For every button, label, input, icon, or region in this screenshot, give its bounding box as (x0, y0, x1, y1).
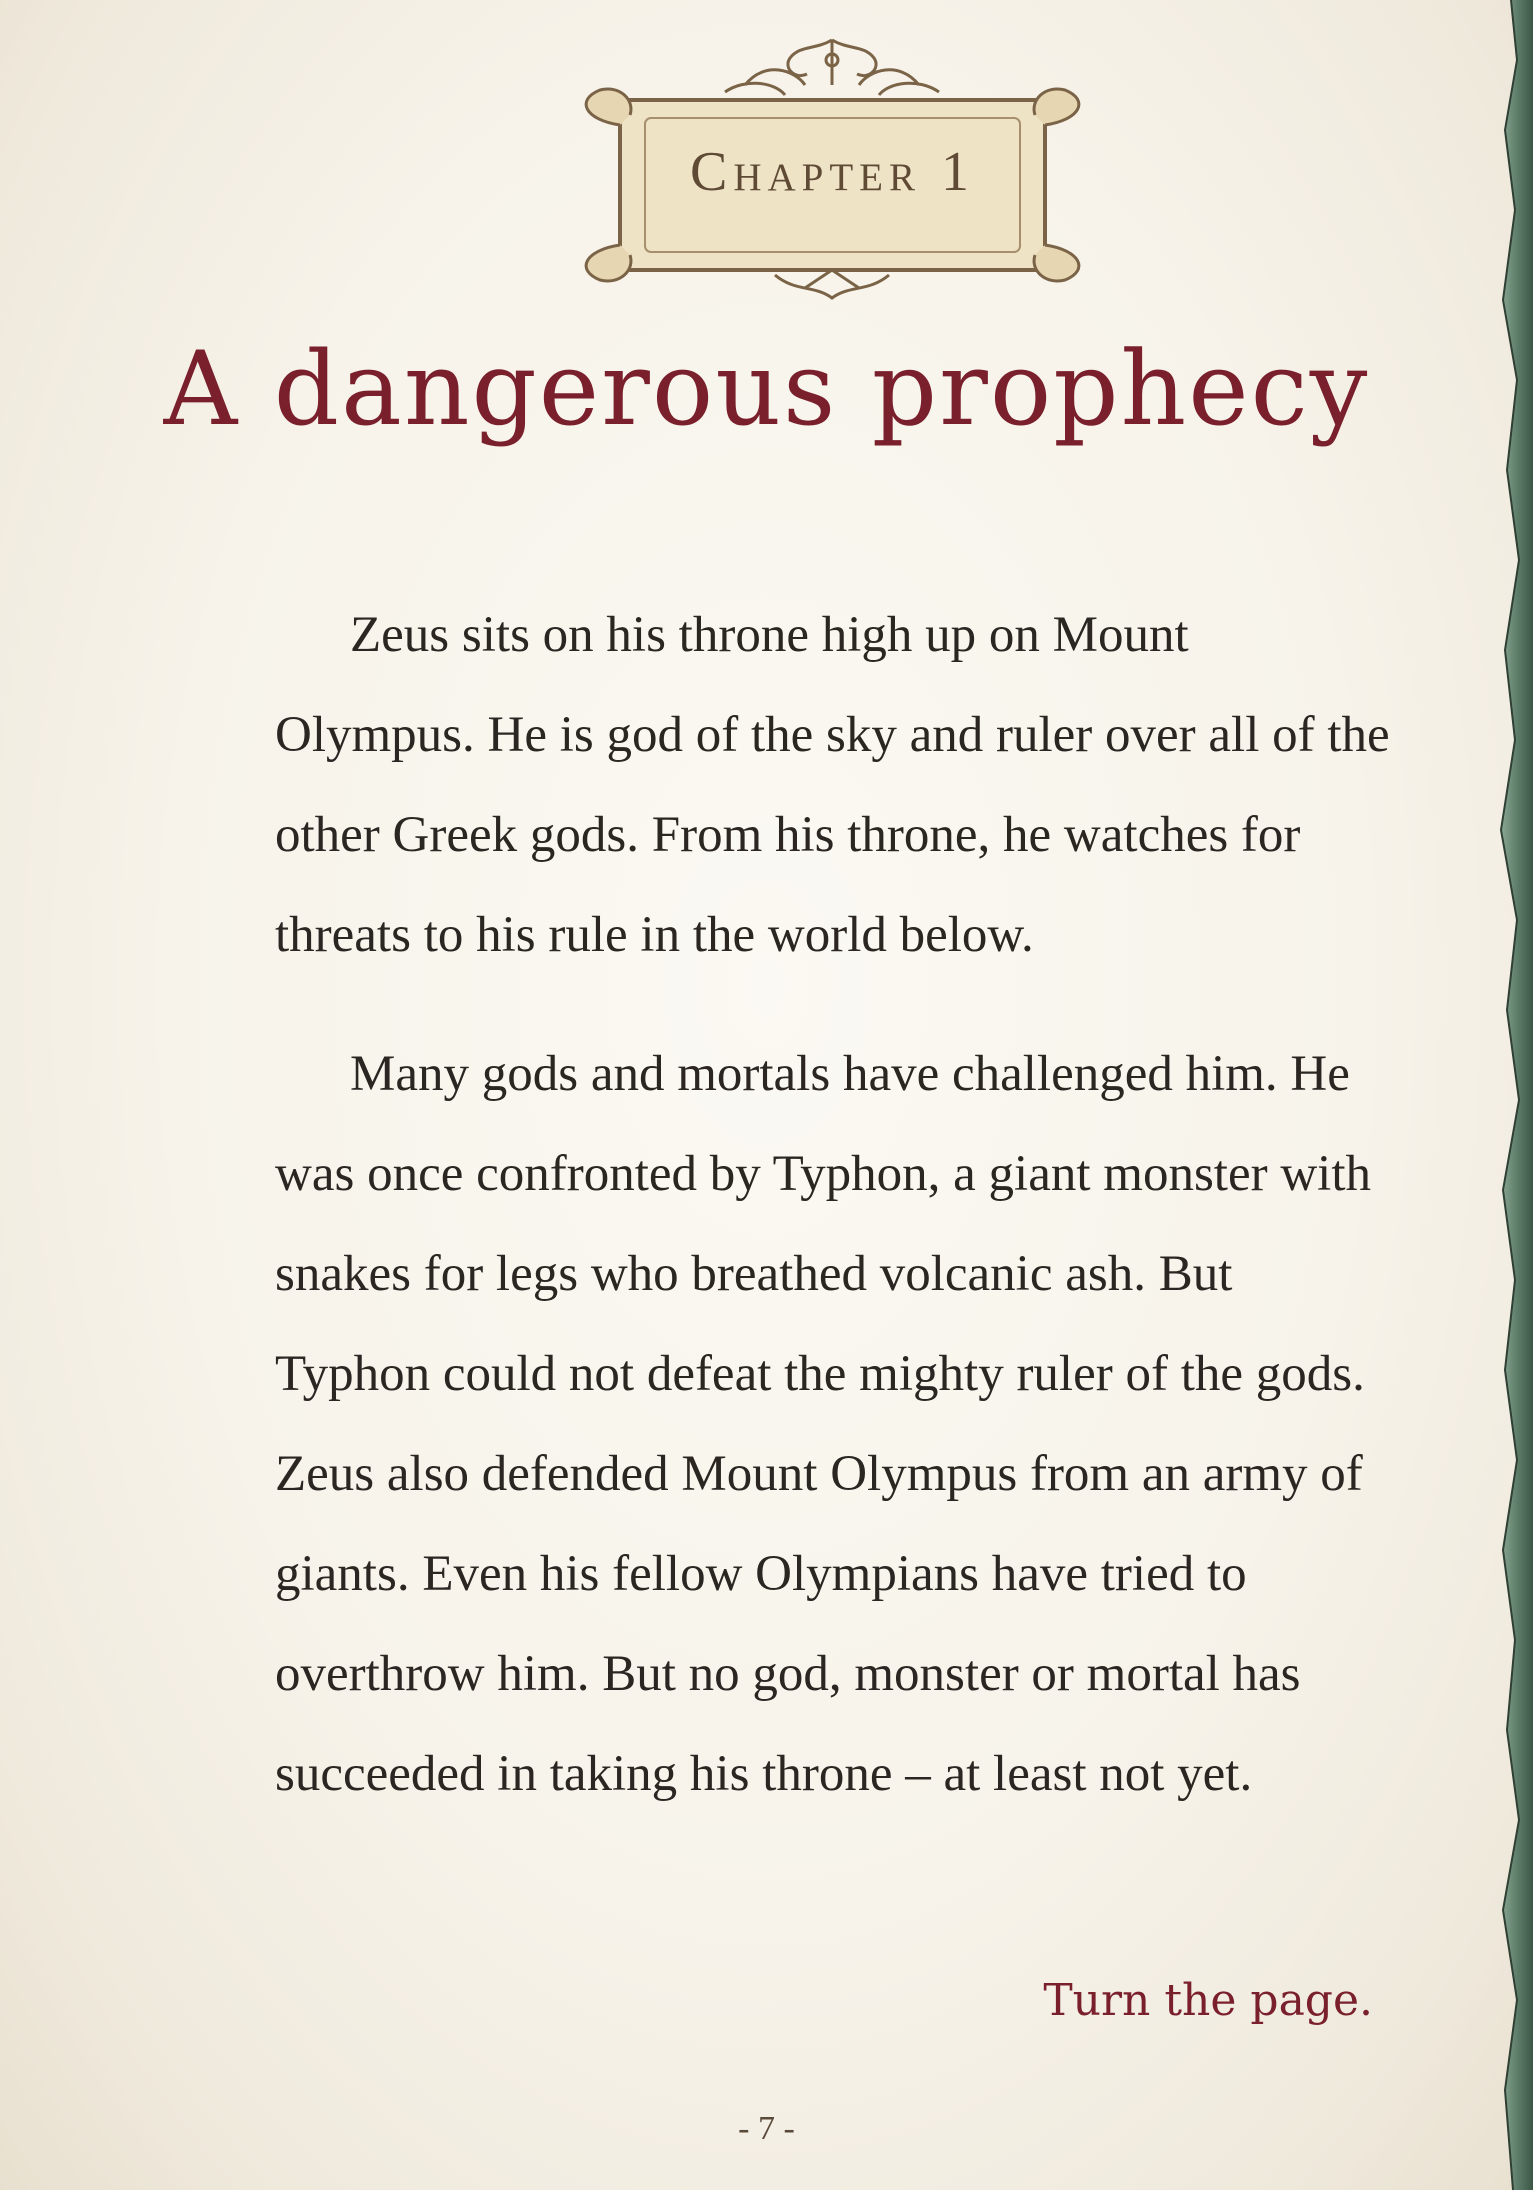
page-number: - 7 - (738, 2110, 795, 2147)
paragraph-2: Many gods and mortals have challenged him. He was once confronted by Typhon, a giant monster with snakes for legs who breathed volcanic ash. But Typhon could not defeat the mighty ruler of the gods. Zeus also defended Mount Olympus from an army of giants. Even his fellow Olympians have tried to overthrow him. But no god, monster or mortal has succeeded in taking his throne – at least not yet. (275, 1046, 1372, 1802)
chapter-title: A dangerous prophecy (163, 330, 1370, 449)
body-text (275, 585, 1395, 1824)
bottom-flourish-ornament (775, 270, 889, 298)
paragraph-1: Zeus sits on his throne high up on Mount Olympus. He is god of the sky and ruler over all of the other Greek gods. From his throne, he watches for threats to his rule in the world below. (275, 607, 1390, 963)
torn-page-edge (1487, 0, 1533, 2190)
top-flourish-ornament (725, 40, 939, 95)
turn-page-prompt[interactable]: Turn the page. (1043, 1975, 1373, 2026)
chapter-label: Chapter 1 (689, 141, 976, 203)
